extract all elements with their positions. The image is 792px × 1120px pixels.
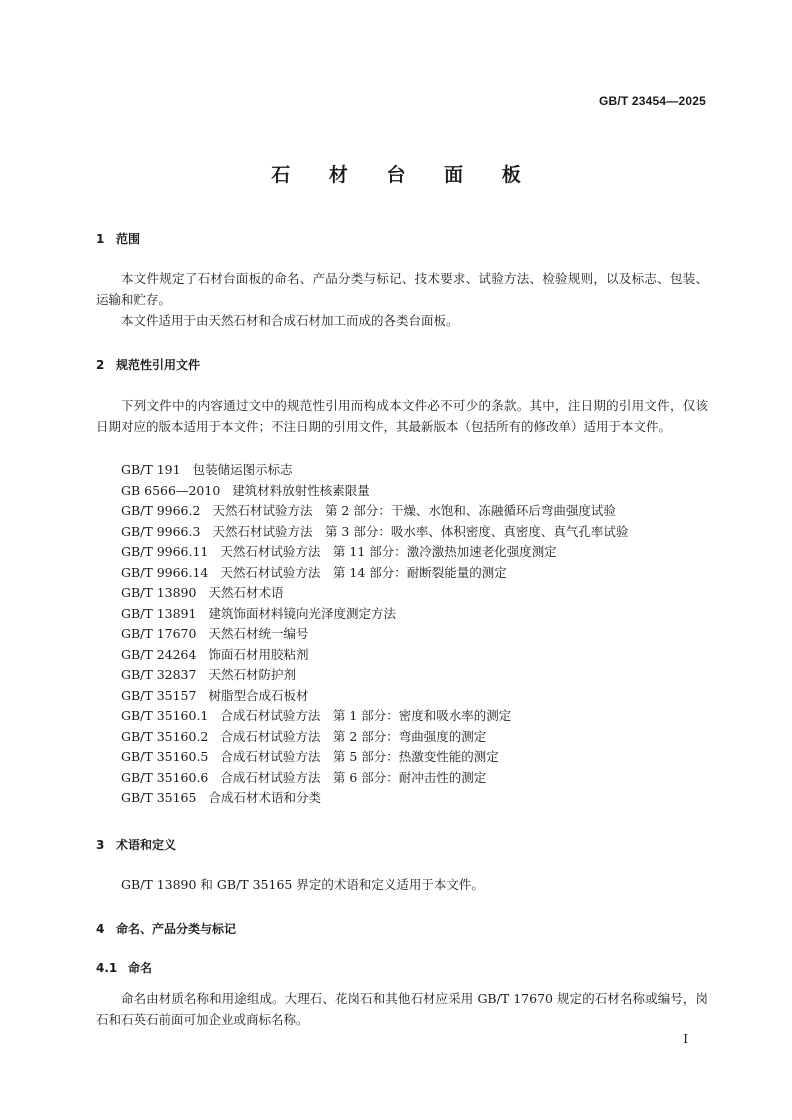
reference-item	[121, 460, 293, 478]
reference-title: 合成石材术语和分类	[208, 790, 321, 805]
reference-item	[121, 583, 283, 601]
reference-item	[121, 706, 511, 724]
reference-code: GB/T 35160.2	[121, 728, 209, 744]
reference-code: GB/T 13891	[121, 605, 197, 621]
reference-title: 天然石材防护剂	[208, 667, 296, 682]
reference-code: GB/T 191	[121, 462, 181, 477]
reference-code: GB/T 35160.5	[121, 749, 209, 764]
section-number: 4	[96, 922, 105, 936]
section-title: 规范性引用文件	[116, 358, 201, 372]
section-1-paragraph-2: 本文件适用于由天然石材和合成石材加工而成的各类台面板。	[121, 313, 459, 328]
section-2-intro: 下列文件中的内容通过文中的规范性引用而构成本文件必不可少的条款。其中，注日期的引用文件，仅该日期对应的版本适用于本文件；不注日期的引用文件，其最新版本（包括所有的修改单）适用于本文件。	[96, 398, 708, 434]
reference-title: 天然石材统一编号	[208, 626, 309, 641]
reference-title: 天然石材试验方法 第 3 部分：吸水率、体积密度、真密度、真气孔率试验	[212, 523, 629, 539]
reference-item	[121, 665, 296, 683]
reference-code: GB/T 35160.1	[121, 708, 209, 723]
section-2-heading	[96, 356, 200, 373]
reference-item	[121, 563, 507, 581]
section-3-paragraph-1: GB/T 13890 和 GB/T 35165 界定的术语和定义适用于本文件。	[121, 877, 484, 892]
subsection-title: 命名	[128, 961, 153, 975]
section-title: 命名、产品分类与标记	[116, 922, 237, 936]
document-title: 石 材 台 面 板	[271, 164, 537, 186]
reference-title: 合成石材试验方法 第 5 部分：热激变性能的测定	[220, 749, 499, 764]
reference-item	[121, 542, 557, 560]
reference-code: GB/T 35165	[121, 790, 197, 805]
section-4-heading	[96, 920, 236, 937]
reference-code: GB/T 13890	[121, 585, 197, 600]
reference-title: 天然石材试验方法 第 14 部分：耐断裂能量的测定	[220, 564, 507, 580]
subsection-number: 4.1	[96, 961, 118, 975]
reference-item	[121, 624, 308, 642]
reference-code: GB/T 9966.2	[121, 503, 201, 518]
subsection-4-1-heading	[96, 959, 152, 976]
reference-item	[121, 768, 486, 786]
standard-code: GB/T 23454—2025	[598, 94, 706, 108]
reference-code: GB/T 9966.14	[121, 564, 209, 580]
reference-item	[121, 747, 499, 765]
reference-code: GB/T 32837	[121, 667, 197, 682]
reference-code: GB/T 9966.11	[121, 544, 209, 559]
page-number: I	[683, 1032, 688, 1046]
reference-item	[121, 481, 370, 499]
reference-title: 合成石材试验方法 第 2 部分：弯曲强度的测定	[220, 728, 487, 744]
reference-title: 合成石材试验方法 第 6 部分：耐冲击性的测定	[220, 769, 487, 785]
reference-code: GB/T 9966.3	[121, 523, 201, 539]
reference-title: 天然石材术语	[208, 585, 284, 600]
reference-code: GB/T 17670	[121, 626, 197, 641]
reference-title: 建筑材料放射性核素限量	[232, 482, 370, 498]
section-1-paragraph-1: 本文件规定了石材台面板的命名、产品分类与标记、技术要求、试验方法、检验规则，以及标志、包装、运输和贮存。	[96, 271, 708, 307]
section-number: 1	[96, 232, 105, 246]
section-title: 术语和定义	[116, 838, 177, 852]
reference-code: GB/T 35157	[121, 687, 197, 703]
section-1-heading	[96, 230, 140, 247]
reference-code: GB/T 35160.6	[121, 769, 209, 785]
section-title: 范围	[116, 232, 141, 246]
reference-title: 天然石材试验方法 第 2 部分：干燥、水饱和、冻融循环后弯曲强度试验	[212, 503, 616, 518]
reference-code: GB 6566—2010	[121, 482, 221, 498]
reference-title: 合成石材试验方法 第 1 部分：密度和吸水率的测定	[220, 708, 512, 723]
reference-item	[121, 727, 486, 745]
reference-item	[121, 788, 321, 806]
reference-item	[121, 501, 616, 519]
section-3-heading	[96, 836, 176, 853]
reference-code: GB/T 24264	[121, 646, 197, 662]
reference-item	[121, 645, 308, 663]
reference-item	[121, 604, 396, 622]
reference-item	[121, 522, 628, 540]
reference-title: 包装储运图示标志	[192, 462, 293, 477]
subsection-4-1-paragraph-1: 命名由材质名称和用途组成。大理石、花岗石和其他石材应采用 GB/T 17670 规定的石材名称或编号，岗石和石英石前面可加企业或商标名称。	[96, 991, 708, 1027]
reference-item	[121, 686, 308, 704]
section-number: 3	[96, 838, 105, 852]
reference-title: 饰面石材用胶粘剂	[208, 646, 309, 662]
reference-title: 天然石材试验方法 第 11 部分：激冷激热加速老化强度测定	[220, 544, 557, 559]
reference-title: 建筑饰面材料镜向光泽度测定方法	[208, 605, 396, 621]
section-number: 2	[96, 358, 105, 372]
reference-title: 树脂型合成石板材	[208, 687, 309, 703]
